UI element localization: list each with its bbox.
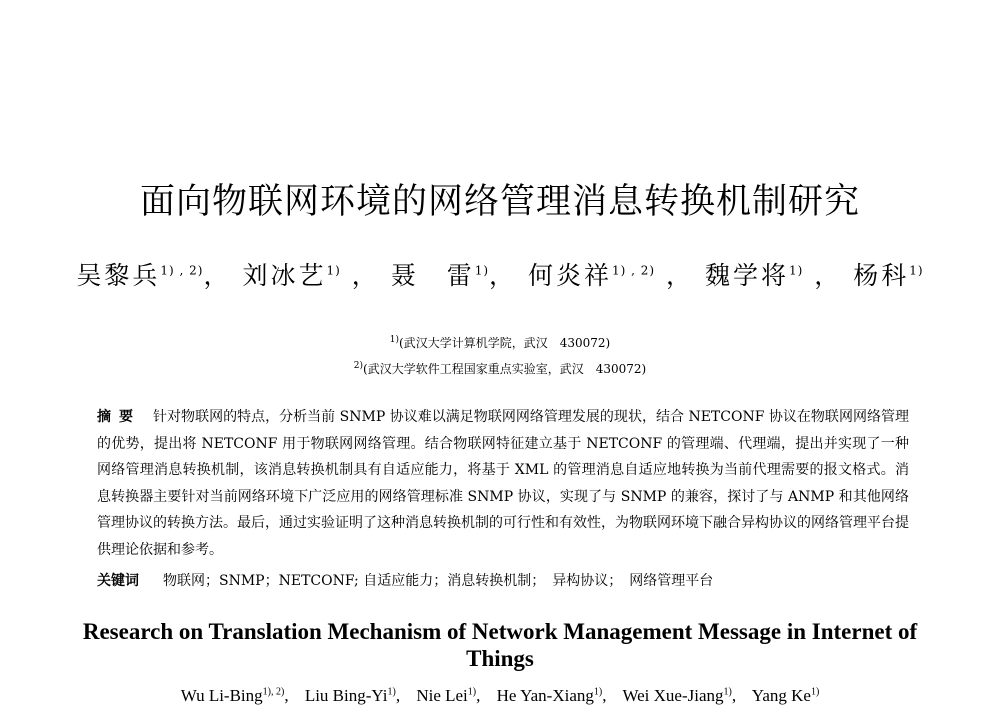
keywords-label: 关键词: [97, 573, 139, 589]
author-list-chinese: [0, 258, 1000, 294]
author-affiliation-marker: 1) , 2): [612, 263, 656, 278]
author-name: Liu Bing-Yi: [304, 686, 388, 705]
author-name: 杨科: [853, 261, 910, 290]
author-name: 聂 雷: [390, 261, 475, 290]
abstract-text: 针对物联网的特点，分析当前 SNMP 协议难以满足物联网网络管理发展的现状，结合 NETCONF 协议在物联网网络管理的优势，提出将 NETCONF 用于物联网网络管理。结合物联网特征建立基于 NETCONF 的管理端、代理端，提出并实现了一种网络管理消息转换机制，该消息转换机制具有自适应能力，将基于 XML 的管理消息自适应地转换为当前代理需要的报文格式。消息转换器主要针对当前网络环境下广泛应用的网络管理标准 SNMP 协议，实现了与 SNMP 的兼容，探讨了与 ANMP 和其他网络管理协议的转换方法。最后，通过实验证明了这种消息转换机制的可行性和有效性，为物联网环境下融合异构协议的网络管理平台提供理论依据和参考。: [97, 409, 910, 558]
author-separator: ，: [803, 261, 843, 290]
author-affiliation-marker: 1): [326, 263, 341, 278]
author-affiliation-marker: 1): [789, 263, 804, 278]
author-separator: ，: [340, 261, 380, 290]
author-name: Wu Li-Bing: [180, 686, 263, 705]
abstract: [97, 404, 909, 563]
author-name: 魏学将: [705, 261, 790, 290]
author-affiliation-marker: 1): [593, 686, 603, 698]
author-name: 何炎祥: [528, 261, 613, 290]
author-affiliation-marker: 1): [723, 686, 732, 698]
author-separator: ，: [655, 261, 695, 290]
author-separator: ,: [284, 686, 289, 705]
author-separator: ,: [602, 686, 607, 705]
paper-title-chinese: 面向物联网环境的网络管理消息转换机制研究: [139, 182, 860, 222]
author-name: 刘冰艺: [242, 261, 327, 290]
abstract-label: 摘要: [97, 409, 142, 425]
author-name: Yang Ke: [751, 686, 811, 705]
author-separator: ,: [476, 686, 481, 705]
affiliation-line: [0, 361, 1000, 377]
author-name: Wei Xue-Jiang: [622, 686, 724, 705]
paper-title-english: Research on Translation Mechanism of Network Management Message in Internet of Things: [82, 619, 918, 671]
author-affiliation-marker: 1): [387, 686, 396, 698]
affiliation-text: (武汉大学计算机学院，武汉 430072): [399, 336, 611, 350]
author-name: 吴黎兵: [76, 261, 161, 290]
affiliation-line: [0, 335, 1000, 351]
author-affiliation-marker: 1): [467, 686, 477, 698]
author-affiliation-marker: 1) , 2): [160, 263, 204, 278]
author-affiliation-marker: 1): [474, 263, 490, 278]
author-name: Nie Lei: [416, 686, 468, 705]
keywords: [97, 569, 909, 593]
author-separator: ，: [203, 261, 232, 290]
author-affiliation-marker: 1), 2): [262, 686, 285, 698]
author-name: He Yan-Xiang: [496, 686, 594, 705]
affiliation-marker: 1): [389, 335, 400, 345]
affiliation-text: (武汉大学软件工程国家重点实验室，武汉 430072): [363, 362, 647, 376]
keywords-text: 物联网；SNMP；NETCONF; 自适应能力；消息转换机制； 异构协议； 网络管理平台: [163, 573, 714, 589]
affiliation-marker: 2): [353, 361, 364, 371]
author-affiliation-marker: 1): [810, 686, 820, 698]
author-separator: ，: [489, 261, 518, 290]
author-affiliation-marker: 1): [909, 263, 924, 278]
author-separator: ,: [731, 686, 737, 705]
author-list-english: [0, 684, 1000, 708]
author-separator: ,: [395, 686, 401, 705]
